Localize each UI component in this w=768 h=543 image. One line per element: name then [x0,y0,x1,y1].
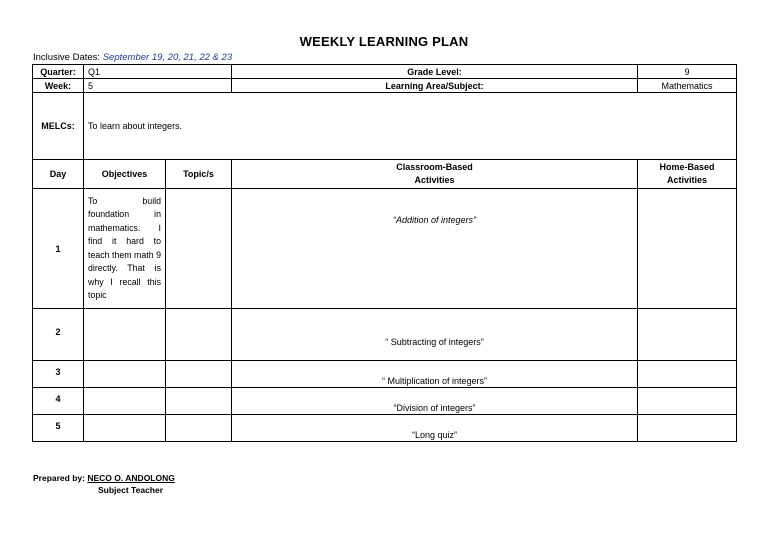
topics-cell [166,415,232,442]
quarter-value: Q1 [84,65,232,79]
header-classroom-line1: Classroom-Based [396,162,473,172]
inclusive-dates-label: Inclusive Dates: [33,52,101,63]
subject-label: Learning Area/Subject: [232,79,638,93]
objectives-cell [84,388,166,415]
inclusive-dates-value: September 19, 20, 21, 22 & 23 [102,52,233,63]
activity-cell: “ Multiplication of integers” [232,361,638,388]
day-cell: 1 [33,189,84,309]
teacher-name: NECO O. ANDOLONG [87,473,175,483]
table-row [33,388,737,415]
quarter-row [33,65,737,79]
week-label: Week: [33,79,84,93]
objectives-cell [84,309,166,361]
table-row [33,361,737,388]
objectives-cell [84,415,166,442]
grade-level-label: Grade Level: [232,65,638,79]
home-activity-cell [638,189,737,309]
home-activity-cell [638,309,737,361]
activity-cell: “Division of integers” [232,388,638,415]
day-cell: 4 [33,388,84,415]
activity-cell: “Addition of integers” [232,189,638,309]
header-home-line2: Activities [667,175,708,185]
grade-level-value: 9 [638,65,737,79]
table-row [33,189,737,309]
home-activity-cell [638,388,737,415]
header-home-activities [638,160,737,189]
header-topics: Topic/s [166,160,232,189]
home-activity-cell [638,415,737,442]
week-value: 5 [84,79,232,93]
inclusive-dates [33,52,232,63]
activity-cell: “Long quiz” [232,415,638,442]
table-row [33,415,737,442]
quarter-label: Quarter: [33,65,84,79]
day-cell: 3 [33,361,84,388]
header-home-line1: Home-Based [659,162,715,172]
topics-cell [166,309,232,361]
topics-cell [166,388,232,415]
topics-cell [166,361,232,388]
header-day: Day [33,160,84,189]
day-cell: 5 [33,415,84,442]
prepared-by [33,473,175,483]
header-classroom-line2: Activities [414,175,455,185]
page-title: WEEKLY LEARNING PLAN [299,34,469,49]
header-objectives: Objectives [84,160,166,189]
week-row [33,79,737,93]
topics-cell [166,189,232,309]
weekly-plan-table [32,64,737,442]
objectives-cell [84,361,166,388]
table-row [33,309,737,361]
header-classroom-activities [232,160,638,189]
day-cell: 2 [33,309,84,361]
home-activity-cell [638,361,737,388]
melcs-row [33,93,737,160]
prepared-by-label: Prepared by: [33,473,85,483]
objectives-cell: To build foundation in mathematics. I find it hard to teach them math 9 directly. That is why I recall this topic [84,189,166,309]
activity-cell: “ Subtracting of integers” [232,309,638,361]
teacher-role: Subject Teacher [98,485,164,495]
header-row [33,160,737,189]
subject-value: Mathematics [638,79,737,93]
melcs-label: MELCs: [33,93,84,160]
melcs-value: To learn about integers. [84,93,737,160]
